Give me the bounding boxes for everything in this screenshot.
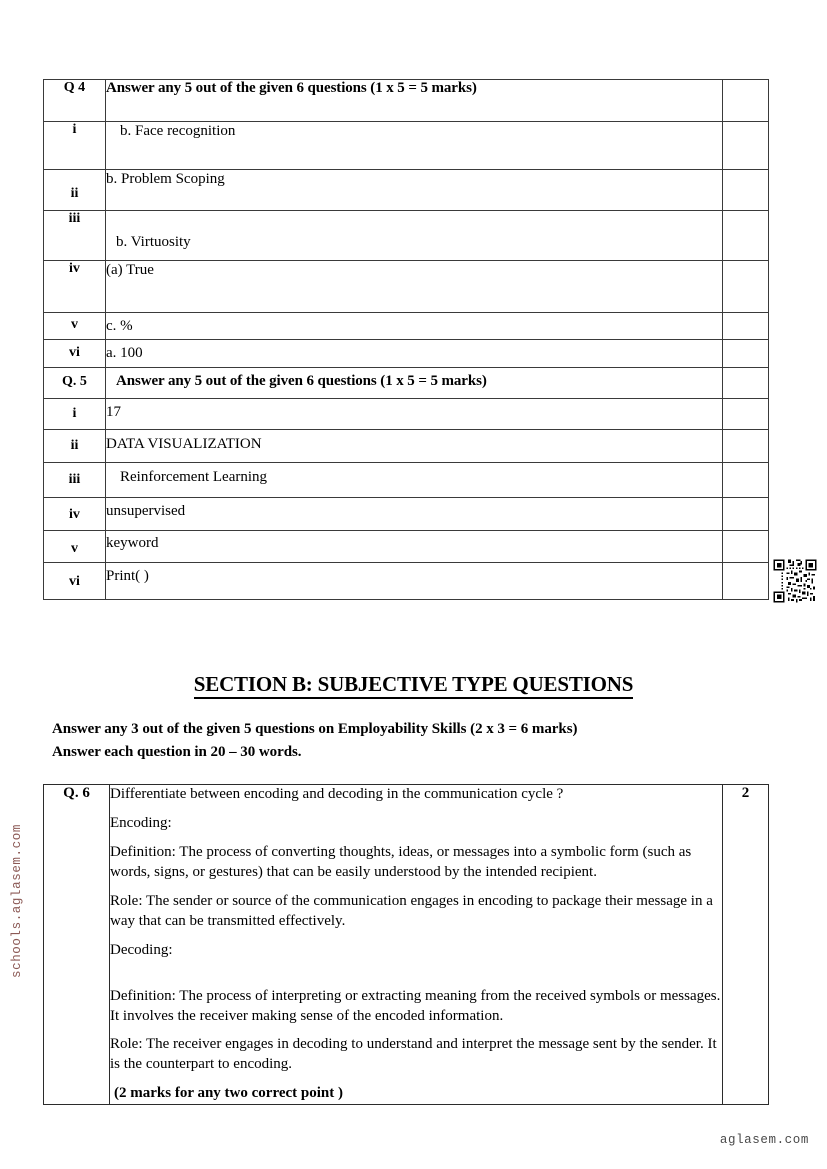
qr-code-icon (772, 558, 818, 604)
marks-cell (723, 122, 769, 170)
q6-paragraph-decoding-label: Decoding: (110, 941, 173, 958)
q6-paragraph-question: Differentiate between encoding and decoding in the communication cycle ? (110, 786, 564, 802)
section-header-q4: Answer any 5 out of the given 6 questions (1 x 5 = 5 marks) (106, 80, 723, 122)
marks-cell (723, 531, 769, 563)
row-label-q5-v: v (44, 531, 106, 563)
section-b-heading-text: SECTION B: SUBJECTIVE TYPE QUESTIONS (194, 672, 633, 699)
answer-q4-iv: (a) True (106, 261, 723, 313)
table-row (44, 261, 769, 313)
question-number-q6: Q. 6 (44, 785, 110, 1105)
marks-cell (723, 399, 769, 430)
table-row (44, 368, 769, 399)
q6-paragraph-decoding-definition: Definition: The process of interpreting or extracting meaning from the received symbols or messages. It involves the receiver making sense of the encoded information. (110, 987, 721, 1024)
question-6-table (43, 784, 769, 1105)
marks-cell (723, 498, 769, 531)
q6-paragraph-decoding-role: Role: The receiver engages in decoding to understand and interpret the message sent by the sender. It is the counterpart to encoding. (110, 1036, 717, 1073)
row-label-q4-iv: iv (44, 261, 106, 313)
marks-cell (723, 368, 769, 399)
answer-q5-ii: DATA VISUALIZATION (106, 430, 723, 463)
row-label-q5-iii: iii (44, 463, 106, 498)
q6-paragraph-encoding-role: Role: The sender or source of the communication engages in encoding to package their message in a way that can be transmitted effectively. (110, 892, 713, 929)
answer-q4-ii: b. Problem Scoping (106, 170, 723, 211)
row-label-q4-v: v (44, 313, 106, 340)
question-6-marks: 2 (723, 785, 769, 1105)
table-row (44, 170, 769, 211)
q6-paragraph-encoding-definition: Definition: The process of converting thoughts, ideas, or messages into a symbolic form (such as words, signs, or gestures) that can be easily understood by the intended recipient. (110, 843, 692, 880)
table-row (44, 498, 769, 531)
answer-q4-i: b. Face recognition (106, 122, 723, 170)
table-row (44, 80, 769, 122)
answer-q4-v: c. % (106, 313, 723, 340)
marks-cell (723, 170, 769, 211)
row-label-q5-vi: vi (44, 563, 106, 600)
marks-cell (723, 211, 769, 261)
q6-paragraph-encoding-label: Encoding: (110, 814, 172, 831)
question-6-body (110, 785, 723, 1105)
marks-cell (723, 463, 769, 498)
table-row (44, 340, 769, 368)
answer-q5-vi: Print( ) (106, 563, 723, 600)
answer-q4-iii: b. Virtuosity (106, 211, 723, 261)
q6-marking-note: (2 marks for any two correct point ) (114, 1085, 343, 1102)
table-row (44, 313, 769, 340)
answer-q5-iii: Reinforcement Learning (106, 463, 723, 498)
answer-key-table (43, 79, 769, 600)
section-b-heading (0, 672, 827, 697)
section-b-instructions (52, 718, 577, 765)
table-row (44, 399, 769, 430)
marks-cell (723, 430, 769, 463)
section-header-q5: Answer any 5 out of the given 6 questions (1 x 5 = 5 marks) (106, 368, 723, 399)
table-row (44, 463, 769, 498)
table-row (44, 211, 769, 261)
watermark-left: schools.aglasem.com (10, 824, 24, 978)
table-row (44, 122, 769, 170)
table-row (44, 785, 769, 1105)
row-label-q4-vi: vi (44, 340, 106, 368)
marks-cell (723, 261, 769, 313)
marks-cell (723, 563, 769, 600)
marks-cell (723, 313, 769, 340)
table-row (44, 531, 769, 563)
marks-cell (723, 80, 769, 122)
row-label-q4-ii: ii (44, 170, 106, 211)
instruction-line-2: Answer each question in 20 – 30 words. (52, 744, 302, 761)
table-row (44, 563, 769, 600)
watermark-bottom: aglasem.com (719, 1133, 809, 1147)
answer-q5-v: keyword (106, 531, 723, 563)
row-label-q5-ii: ii (44, 430, 106, 463)
answer-q4-vi: a. 100 (106, 340, 723, 368)
row-label-q4-i: i (44, 122, 106, 170)
row-label-q5-iv: iv (44, 498, 106, 531)
question-number-q4: Q 4 (44, 80, 106, 122)
answer-q5-iv: unsupervised (106, 498, 723, 531)
instruction-line-1: Answer any 3 out of the given 5 questions on Employability Skills (2 x 3 = 6 marks) (52, 721, 578, 737)
row-label-q4-iii: iii (44, 211, 106, 261)
question-number-q5: Q. 5 (44, 368, 106, 399)
table-row (44, 430, 769, 463)
row-label-q5-i: i (44, 399, 106, 430)
answer-q5-i: 17 (106, 399, 723, 430)
marks-cell (723, 340, 769, 368)
